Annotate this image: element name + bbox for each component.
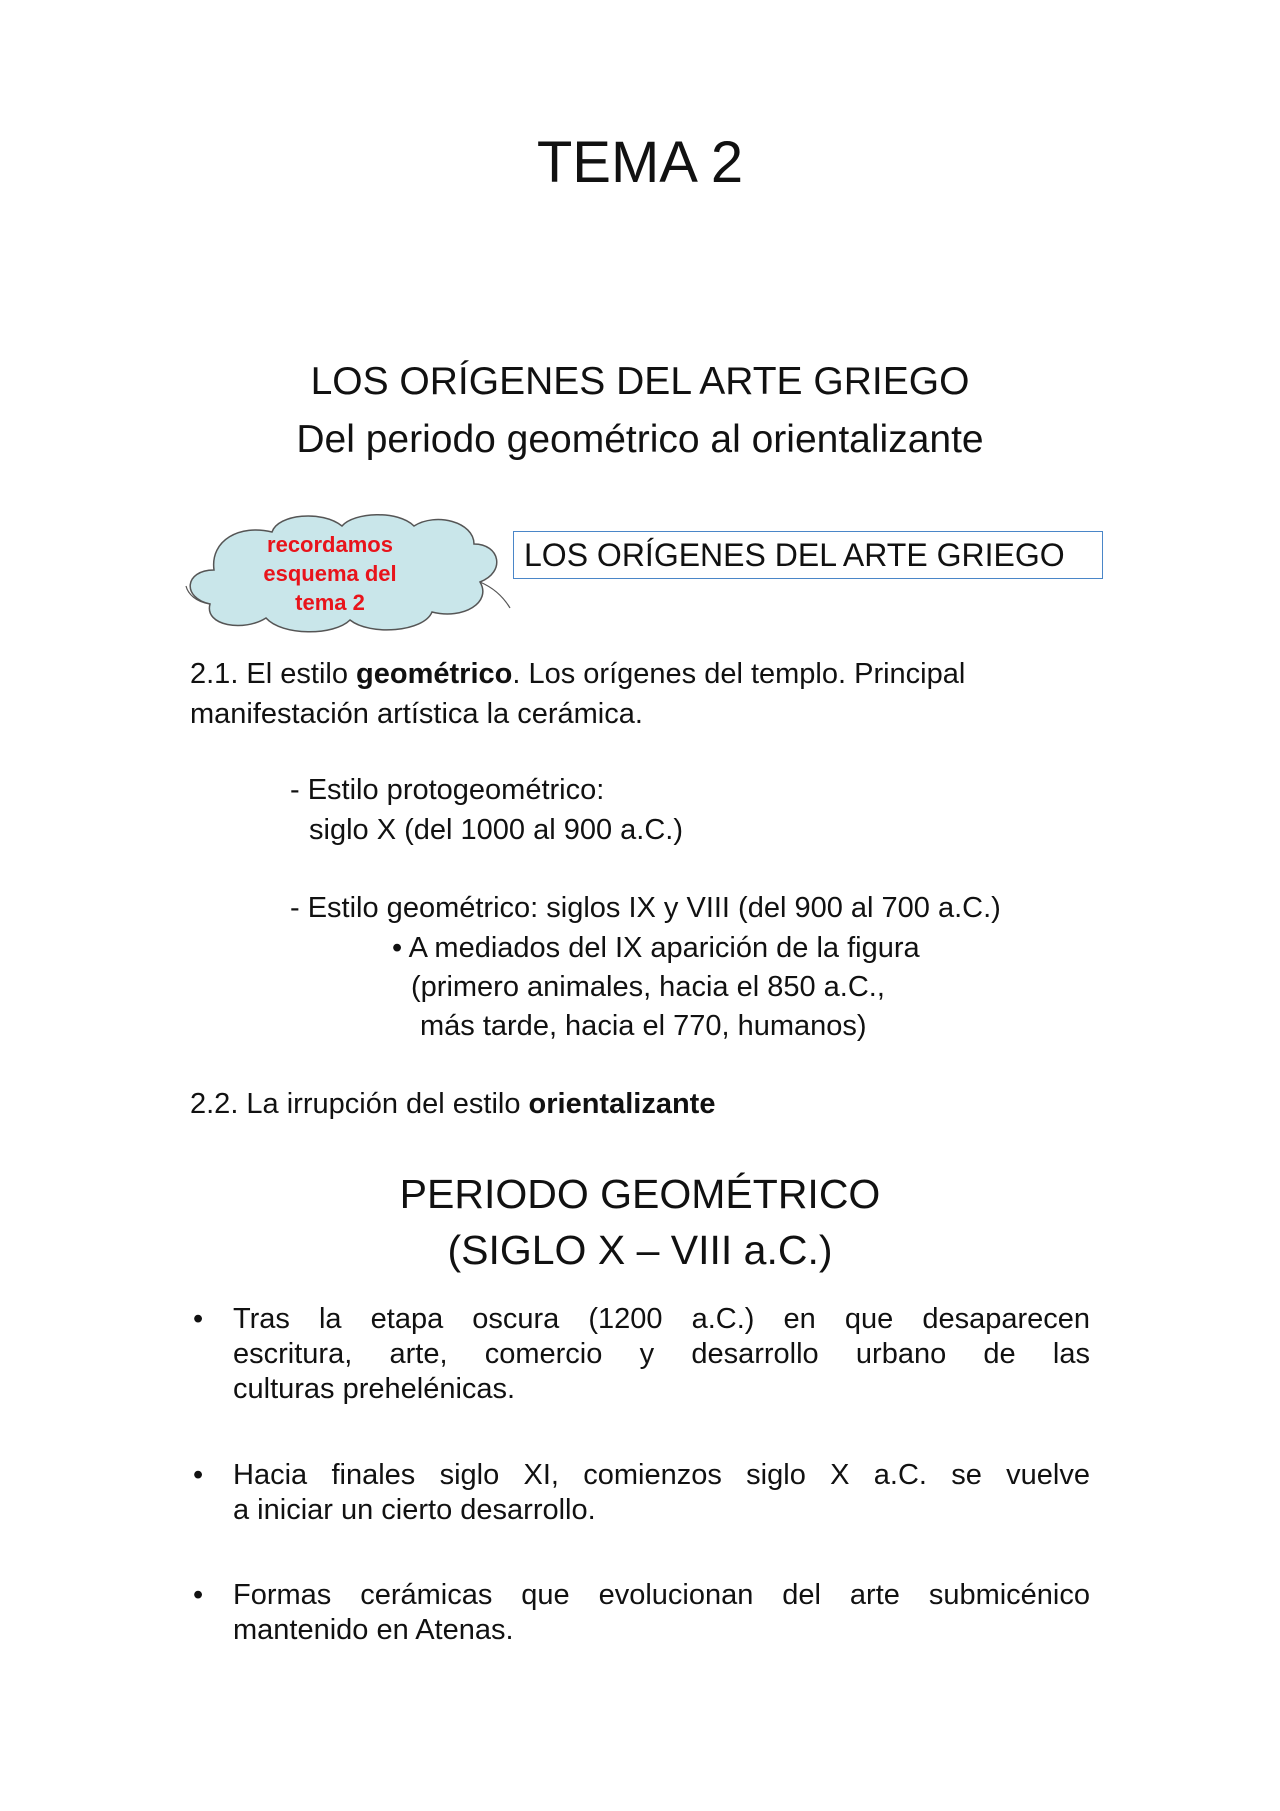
bullet-line: Hacia finales siglo XI, comienzos siglo X a.C. se vuelve [233,1459,1090,1491]
cloud-text-line: recordamos [267,532,393,557]
outline-item-2-2-prefix: 2.2. La irrupción del estilo [190,1088,529,1120]
section-heading-line1: LOS ORÍGENES DEL ARTE GRIEGO [310,360,970,403]
bullet-line: escritura, arte, comercio y desarrollo urbano de las [233,1338,1090,1370]
bullet-dot: • [193,1303,204,1335]
geometric-line1: - Estilo geométrico: siglos IX y VIII (del 900 al 700 a.C.) [290,892,1001,924]
geometric-bullet-line3: más tarde, hacia el 770, humanos) [420,1010,867,1042]
outline-item-2-1-suffix: . Los orígenes del templo. Principal [512,658,966,690]
outline-item-2-2-bold: orientalizante [528,1088,716,1120]
bullet-paragraph [233,1302,1090,1407]
bullet-line: Formas cerámicas que evolucionan del arte submicénico [233,1579,1090,1611]
outline-item-2-1-prefix: 2.1. El estilo [190,658,357,690]
document-title: TEMA 2 [536,130,744,195]
outline-item-2-1-bold: geométrico [356,658,513,690]
cloud-text-line: tema 2 [295,590,365,615]
outline-item-2-1-line2: manifestación artística la cerámica. [190,698,643,730]
bullet-paragraph [233,1578,1090,1648]
protogeometric-line1: - Estilo protogeométrico: [290,774,605,806]
bullet-dot: • [193,1459,204,1491]
cloud-text-line: esquema del [263,561,397,586]
outline-item-2-1 [190,654,965,694]
bullet-line: Tras la etapa oscura (1200 a.C.) en que desaparecen [233,1303,1090,1335]
protogeometric-line2: siglo X (del 1000 al 900 a.C.) [309,814,683,846]
bullet-paragraph [233,1458,1090,1528]
bullet-line: a iniciar un cierto desarrollo. [233,1494,596,1526]
boxed-header: LOS ORÍGENES DEL ARTE GRIEGO [513,531,1103,579]
period-heading-line2: (SIGLO X – VIII a.C.) [447,1227,833,1273]
outline-item-2-2 [190,1084,715,1124]
bullet-dot: • [193,1579,204,1611]
bullet-line: culturas prehelénicas. [233,1373,516,1405]
geometric-bullet-line2: (primero animales, hacia el 850 a.C., [411,971,885,1003]
period-heading-line1: PERIODO GEOMÉTRICO [399,1171,881,1217]
cloud-callout-text [220,530,440,617]
bullet-line: mantenido en Atenas. [233,1614,514,1646]
geometric-bullet-line1: • A mediados del IX aparición de la figura [392,932,920,964]
section-heading-line2: Del periodo geométrico al orientalizante [296,418,984,461]
